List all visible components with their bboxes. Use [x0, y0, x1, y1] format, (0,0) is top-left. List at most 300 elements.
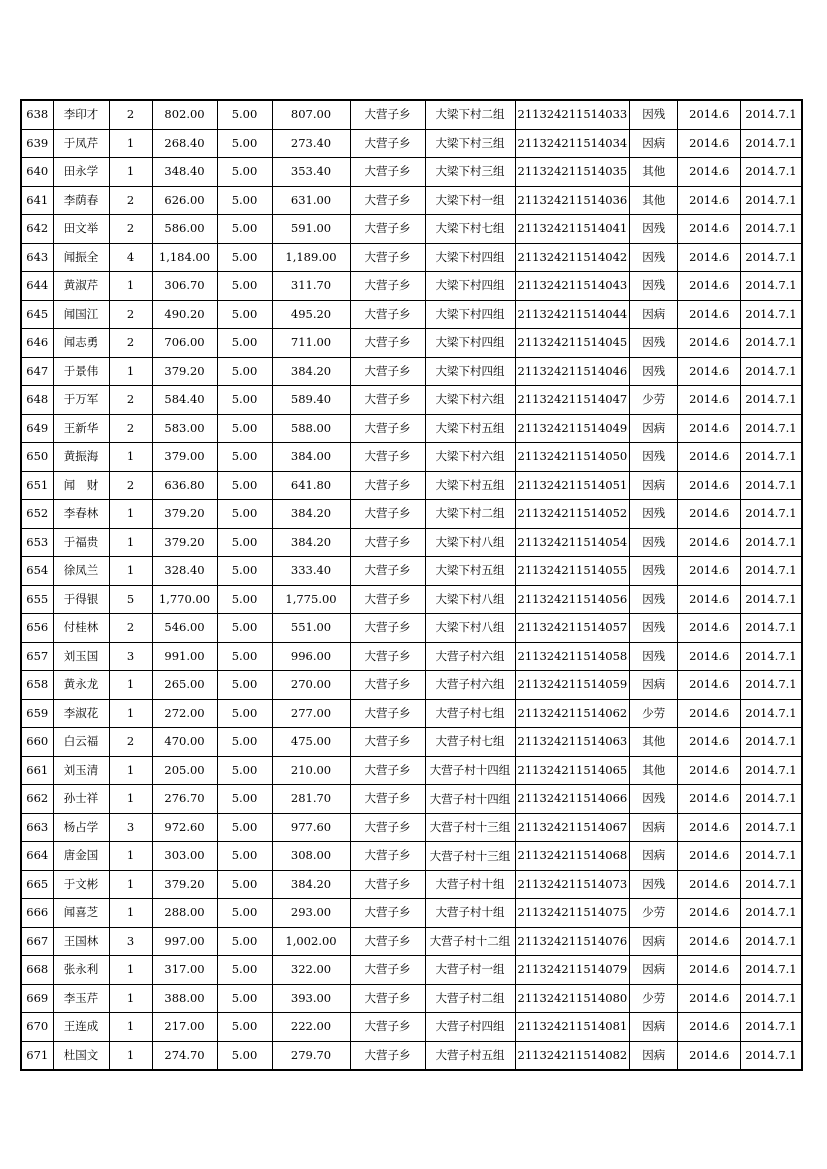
total-cell: 591.00: [272, 215, 350, 244]
total-cell: 273.40: [272, 129, 350, 158]
total-cell: 631.00: [272, 186, 350, 215]
start-date-cell: 2014.6: [678, 899, 741, 928]
township-cell: 大营子乡: [350, 100, 425, 129]
issue-date-cell: 2014.7.1: [741, 272, 802, 301]
increase-cell: 5.00: [217, 842, 272, 871]
start-date-cell: 2014.6: [678, 129, 741, 158]
reason-cell: 少劳: [630, 699, 678, 728]
name-cell: 李玉芹: [53, 984, 109, 1013]
total-cell: 495.20: [272, 300, 350, 329]
reason-cell: 因残: [630, 785, 678, 814]
id-number-cell: 211324211514043: [515, 272, 630, 301]
amount-cell: 276.70: [152, 785, 217, 814]
reason-cell: 因残: [630, 500, 678, 529]
township-cell: 大营子乡: [350, 956, 425, 985]
name-cell: 张永利: [53, 956, 109, 985]
total-cell: 293.00: [272, 899, 350, 928]
township-cell: 大营子乡: [350, 243, 425, 272]
id-number-cell: 211324211514036: [515, 186, 630, 215]
increase-cell: 5.00: [217, 443, 272, 472]
village-group-cell: 大营子村十四组: [425, 756, 515, 785]
row-number-cell: 664: [21, 842, 53, 871]
amount-cell: 328.40: [152, 557, 217, 586]
issue-date-cell: 2014.7.1: [741, 671, 802, 700]
id-number-cell: 211324211514054: [515, 528, 630, 557]
increase-cell: 5.00: [217, 471, 272, 500]
village-group-cell: 大梁下村二组: [425, 500, 515, 529]
start-date-cell: 2014.6: [678, 1041, 741, 1070]
household-size-cell: 1: [109, 272, 152, 301]
issue-date-cell: 2014.7.1: [741, 984, 802, 1013]
increase-cell: 5.00: [217, 756, 272, 785]
increase-cell: 5.00: [217, 100, 272, 129]
id-number-cell: 211324211514076: [515, 927, 630, 956]
id-number-cell: 211324211514067: [515, 813, 630, 842]
start-date-cell: 2014.6: [678, 984, 741, 1013]
reason-cell: 因病: [630, 1041, 678, 1070]
id-number-cell: 211324211514052: [515, 500, 630, 529]
start-date-cell: 2014.6: [678, 300, 741, 329]
reason-cell: 因病: [630, 842, 678, 871]
increase-cell: 5.00: [217, 699, 272, 728]
household-size-cell: 2: [109, 100, 152, 129]
increase-cell: 5.00: [217, 414, 272, 443]
household-size-cell: 1: [109, 984, 152, 1013]
issue-date-cell: 2014.7.1: [741, 386, 802, 415]
table-row: [21, 500, 802, 529]
village-group-cell: 大梁下村四组: [425, 243, 515, 272]
row-number-cell: 640: [21, 158, 53, 187]
issue-date-cell: 2014.7.1: [741, 585, 802, 614]
row-number-cell: 666: [21, 899, 53, 928]
start-date-cell: 2014.6: [678, 215, 741, 244]
total-cell: 277.00: [272, 699, 350, 728]
id-number-cell: 211324211514034: [515, 129, 630, 158]
increase-cell: 5.00: [217, 785, 272, 814]
total-cell: 393.00: [272, 984, 350, 1013]
village-group-cell: 大梁下村五组: [425, 414, 515, 443]
increase-cell: 5.00: [217, 528, 272, 557]
issue-date-cell: 2014.7.1: [741, 243, 802, 272]
reason-cell: 因病: [630, 1013, 678, 1042]
total-cell: 977.60: [272, 813, 350, 842]
household-size-cell: 2: [109, 614, 152, 643]
id-number-cell: 211324211514045: [515, 329, 630, 358]
start-date-cell: 2014.6: [678, 243, 741, 272]
household-size-cell: 3: [109, 642, 152, 671]
total-cell: 353.40: [272, 158, 350, 187]
increase-cell: 5.00: [217, 500, 272, 529]
row-number-cell: 669: [21, 984, 53, 1013]
row-number-cell: 667: [21, 927, 53, 956]
village-group-cell: 大营子村十组: [425, 899, 515, 928]
start-date-cell: 2014.6: [678, 329, 741, 358]
village-group-cell: 大梁下村四组: [425, 300, 515, 329]
township-cell: 大营子乡: [350, 1041, 425, 1070]
township-cell: 大营子乡: [350, 842, 425, 871]
row-number-cell: 671: [21, 1041, 53, 1070]
table-row: [21, 215, 802, 244]
township-cell: 大营子乡: [350, 357, 425, 386]
reason-cell: 因残: [630, 100, 678, 129]
household-size-cell: 2: [109, 728, 152, 757]
id-number-cell: 211324211514065: [515, 756, 630, 785]
township-cell: 大营子乡: [350, 671, 425, 700]
issue-date-cell: 2014.7.1: [741, 329, 802, 358]
total-cell: 384.20: [272, 528, 350, 557]
row-number-cell: 661: [21, 756, 53, 785]
issue-date-cell: 2014.7.1: [741, 870, 802, 899]
reason-cell: 其他: [630, 728, 678, 757]
row-number-cell: 644: [21, 272, 53, 301]
issue-date-cell: 2014.7.1: [741, 614, 802, 643]
township-cell: 大营子乡: [350, 813, 425, 842]
household-size-cell: 3: [109, 927, 152, 956]
start-date-cell: 2014.6: [678, 956, 741, 985]
amount-cell: 1,770.00: [152, 585, 217, 614]
increase-cell: 5.00: [217, 129, 272, 158]
reason-cell: 因残: [630, 870, 678, 899]
amount-cell: 379.20: [152, 357, 217, 386]
name-cell: 田文举: [53, 215, 109, 244]
amount-cell: 317.00: [152, 956, 217, 985]
issue-date-cell: 2014.7.1: [741, 129, 802, 158]
village-group-cell: 大梁下村三组: [425, 158, 515, 187]
amount-cell: 217.00: [152, 1013, 217, 1042]
village-group-cell: 大梁下村三组: [425, 129, 515, 158]
row-number-cell: 660: [21, 728, 53, 757]
issue-date-cell: 2014.7.1: [741, 186, 802, 215]
increase-cell: 5.00: [217, 1013, 272, 1042]
table-row: [21, 386, 802, 415]
amount-cell: 991.00: [152, 642, 217, 671]
township-cell: 大营子乡: [350, 870, 425, 899]
table-row: [21, 300, 802, 329]
total-cell: 311.70: [272, 272, 350, 301]
table-row: [21, 272, 802, 301]
village-group-cell: 大梁下村八组: [425, 585, 515, 614]
increase-cell: 5.00: [217, 1041, 272, 1070]
total-cell: 551.00: [272, 614, 350, 643]
household-size-cell: 1: [109, 500, 152, 529]
township-cell: 大营子乡: [350, 386, 425, 415]
household-size-cell: 1: [109, 899, 152, 928]
name-cell: 于凤芹: [53, 129, 109, 158]
name-cell: 徐凤兰: [53, 557, 109, 586]
amount-cell: 636.80: [152, 471, 217, 500]
row-number-cell: 663: [21, 813, 53, 842]
township-cell: 大营子乡: [350, 329, 425, 358]
township-cell: 大营子乡: [350, 614, 425, 643]
increase-cell: 5.00: [217, 984, 272, 1013]
table-row: [21, 813, 802, 842]
id-number-cell: 211324211514041: [515, 215, 630, 244]
name-cell: 黄振海: [53, 443, 109, 472]
increase-cell: 5.00: [217, 557, 272, 586]
total-cell: 322.00: [272, 956, 350, 985]
issue-date-cell: 2014.7.1: [741, 158, 802, 187]
reason-cell: 少劳: [630, 386, 678, 415]
total-cell: 279.70: [272, 1041, 350, 1070]
id-number-cell: 211324211514056: [515, 585, 630, 614]
amount-cell: 626.00: [152, 186, 217, 215]
start-date-cell: 2014.6: [678, 386, 741, 415]
reason-cell: 因残: [630, 357, 678, 386]
row-number-cell: 650: [21, 443, 53, 472]
reason-cell: 因残: [630, 585, 678, 614]
id-number-cell: 211324211514035: [515, 158, 630, 187]
increase-cell: 5.00: [217, 614, 272, 643]
increase-cell: 5.00: [217, 728, 272, 757]
start-date-cell: 2014.6: [678, 357, 741, 386]
name-cell: 田永学: [53, 158, 109, 187]
id-number-cell: 211324211514062: [515, 699, 630, 728]
amount-cell: 379.00: [152, 443, 217, 472]
row-number-cell: 645: [21, 300, 53, 329]
reason-cell: 因残: [630, 528, 678, 557]
total-cell: 1,775.00: [272, 585, 350, 614]
total-cell: 222.00: [272, 1013, 350, 1042]
village-group-cell: 大营子村十三组: [425, 842, 515, 871]
amount-cell: 265.00: [152, 671, 217, 700]
id-number-cell: 211324211514066: [515, 785, 630, 814]
name-cell: 杜国文: [53, 1041, 109, 1070]
issue-date-cell: 2014.7.1: [741, 756, 802, 785]
township-cell: 大营子乡: [350, 642, 425, 671]
increase-cell: 5.00: [217, 642, 272, 671]
household-size-cell: 1: [109, 443, 152, 472]
household-size-cell: 1: [109, 785, 152, 814]
village-group-cell: 大梁下村六组: [425, 386, 515, 415]
amount-cell: 972.60: [152, 813, 217, 842]
table-row: [21, 642, 802, 671]
issue-date-cell: 2014.7.1: [741, 357, 802, 386]
row-number-cell: 659: [21, 699, 53, 728]
township-cell: 大营子乡: [350, 443, 425, 472]
table-row: [21, 100, 802, 129]
name-cell: 黄永龙: [53, 671, 109, 700]
reason-cell: 因残: [630, 215, 678, 244]
household-size-cell: 1: [109, 557, 152, 586]
reason-cell: 因病: [630, 956, 678, 985]
total-cell: 589.40: [272, 386, 350, 415]
increase-cell: 5.00: [217, 329, 272, 358]
table-row: [21, 414, 802, 443]
name-cell: 闻 财: [53, 471, 109, 500]
table-row: [21, 329, 802, 358]
start-date-cell: 2014.6: [678, 870, 741, 899]
household-size-cell: 1: [109, 1041, 152, 1070]
amount-cell: 379.20: [152, 500, 217, 529]
issue-date-cell: 2014.7.1: [741, 215, 802, 244]
amount-cell: 586.00: [152, 215, 217, 244]
name-cell: 刘玉国: [53, 642, 109, 671]
table-row: [21, 671, 802, 700]
table-row: [21, 728, 802, 757]
id-number-cell: 211324211514068: [515, 842, 630, 871]
household-size-cell: 1: [109, 870, 152, 899]
amount-cell: 379.20: [152, 528, 217, 557]
table-row: [21, 186, 802, 215]
village-group-cell: 大梁下村八组: [425, 528, 515, 557]
amount-cell: 288.00: [152, 899, 217, 928]
id-number-cell: 211324211514063: [515, 728, 630, 757]
issue-date-cell: 2014.7.1: [741, 927, 802, 956]
reason-cell: 因病: [630, 671, 678, 700]
id-number-cell: 211324211514058: [515, 642, 630, 671]
village-group-cell: 大梁下村七组: [425, 215, 515, 244]
table-body: [21, 100, 802, 1070]
reason-cell: 其他: [630, 158, 678, 187]
household-size-cell: 1: [109, 699, 152, 728]
id-number-cell: 211324211514080: [515, 984, 630, 1013]
start-date-cell: 2014.6: [678, 557, 741, 586]
table-row: [21, 443, 802, 472]
village-group-cell: 大营子村七组: [425, 728, 515, 757]
start-date-cell: 2014.6: [678, 272, 741, 301]
township-cell: 大营子乡: [350, 585, 425, 614]
increase-cell: 5.00: [217, 386, 272, 415]
township-cell: 大营子乡: [350, 528, 425, 557]
start-date-cell: 2014.6: [678, 614, 741, 643]
issue-date-cell: 2014.7.1: [741, 1041, 802, 1070]
name-cell: 闻国江: [53, 300, 109, 329]
total-cell: 384.00: [272, 443, 350, 472]
amount-cell: 470.00: [152, 728, 217, 757]
total-cell: 384.20: [272, 500, 350, 529]
total-cell: 308.00: [272, 842, 350, 871]
row-number-cell: 656: [21, 614, 53, 643]
name-cell: 付桂林: [53, 614, 109, 643]
amount-cell: 388.00: [152, 984, 217, 1013]
household-size-cell: 1: [109, 756, 152, 785]
reason-cell: 因病: [630, 129, 678, 158]
village-group-cell: 大梁下村五组: [425, 471, 515, 500]
id-number-cell: 211324211514073: [515, 870, 630, 899]
table-row: [21, 927, 802, 956]
township-cell: 大营子乡: [350, 272, 425, 301]
amount-cell: 306.70: [152, 272, 217, 301]
table-row: [21, 1013, 802, 1042]
increase-cell: 5.00: [217, 357, 272, 386]
total-cell: 807.00: [272, 100, 350, 129]
name-cell: 于得银: [53, 585, 109, 614]
village-group-cell: 大梁下村四组: [425, 357, 515, 386]
township-cell: 大营子乡: [350, 471, 425, 500]
amount-cell: 1,184.00: [152, 243, 217, 272]
name-cell: 李印才: [53, 100, 109, 129]
table-row: [21, 756, 802, 785]
increase-cell: 5.00: [217, 956, 272, 985]
table-row: [21, 699, 802, 728]
issue-date-cell: 2014.7.1: [741, 728, 802, 757]
increase-cell: 5.00: [217, 300, 272, 329]
row-number-cell: 639: [21, 129, 53, 158]
data-table: [20, 99, 803, 1071]
village-group-cell: 大营子村四组: [425, 1013, 515, 1042]
table-row: [21, 357, 802, 386]
table-row: [21, 471, 802, 500]
amount-cell: 583.00: [152, 414, 217, 443]
row-number-cell: 670: [21, 1013, 53, 1042]
id-number-cell: 211324211514033: [515, 100, 630, 129]
village-group-cell: 大梁下村一组: [425, 186, 515, 215]
row-number-cell: 658: [21, 671, 53, 700]
name-cell: 杨占学: [53, 813, 109, 842]
id-number-cell: 211324211514055: [515, 557, 630, 586]
row-number-cell: 638: [21, 100, 53, 129]
township-cell: 大营子乡: [350, 158, 425, 187]
id-number-cell: 211324211514042: [515, 243, 630, 272]
table-row: [21, 528, 802, 557]
id-number-cell: 211324211514050: [515, 443, 630, 472]
id-number-cell: 211324211514079: [515, 956, 630, 985]
household-size-cell: 2: [109, 300, 152, 329]
issue-date-cell: 2014.7.1: [741, 642, 802, 671]
reason-cell: 其他: [630, 756, 678, 785]
household-size-cell: 5: [109, 585, 152, 614]
table-row: [21, 870, 802, 899]
village-group-cell: 大营子村十四组: [425, 785, 515, 814]
household-size-cell: 1: [109, 956, 152, 985]
amount-cell: 205.00: [152, 756, 217, 785]
township-cell: 大营子乡: [350, 129, 425, 158]
issue-date-cell: 2014.7.1: [741, 956, 802, 985]
name-cell: 王新华: [53, 414, 109, 443]
township-cell: 大营子乡: [350, 728, 425, 757]
household-size-cell: 1: [109, 158, 152, 187]
reason-cell: 因残: [630, 557, 678, 586]
village-group-cell: 大营子村十二组: [425, 927, 515, 956]
start-date-cell: 2014.6: [678, 813, 741, 842]
issue-date-cell: 2014.7.1: [741, 899, 802, 928]
household-size-cell: 2: [109, 215, 152, 244]
table-row: [21, 899, 802, 928]
township-cell: 大营子乡: [350, 215, 425, 244]
village-group-cell: 大梁下村八组: [425, 614, 515, 643]
issue-date-cell: 2014.7.1: [741, 528, 802, 557]
total-cell: 711.00: [272, 329, 350, 358]
issue-date-cell: 2014.7.1: [741, 100, 802, 129]
township-cell: 大营子乡: [350, 414, 425, 443]
village-group-cell: 大梁下村四组: [425, 329, 515, 358]
name-cell: 白云福: [53, 728, 109, 757]
id-number-cell: 211324211514044: [515, 300, 630, 329]
township-cell: 大营子乡: [350, 927, 425, 956]
village-group-cell: 大营子村二组: [425, 984, 515, 1013]
id-number-cell: 211324211514051: [515, 471, 630, 500]
reason-cell: 因残: [630, 243, 678, 272]
total-cell: 281.70: [272, 785, 350, 814]
increase-cell: 5.00: [217, 899, 272, 928]
name-cell: 王连成: [53, 1013, 109, 1042]
table-row: [21, 842, 802, 871]
row-number-cell: 642: [21, 215, 53, 244]
total-cell: 210.00: [272, 756, 350, 785]
village-group-cell: 大梁下村二组: [425, 100, 515, 129]
reason-cell: 因病: [630, 300, 678, 329]
row-number-cell: 646: [21, 329, 53, 358]
name-cell: 李荫春: [53, 186, 109, 215]
start-date-cell: 2014.6: [678, 642, 741, 671]
issue-date-cell: 2014.7.1: [741, 443, 802, 472]
amount-cell: 997.00: [152, 927, 217, 956]
start-date-cell: 2014.6: [678, 414, 741, 443]
start-date-cell: 2014.6: [678, 927, 741, 956]
name-cell: 于万军: [53, 386, 109, 415]
name-cell: 闻志勇: [53, 329, 109, 358]
increase-cell: 5.00: [217, 927, 272, 956]
